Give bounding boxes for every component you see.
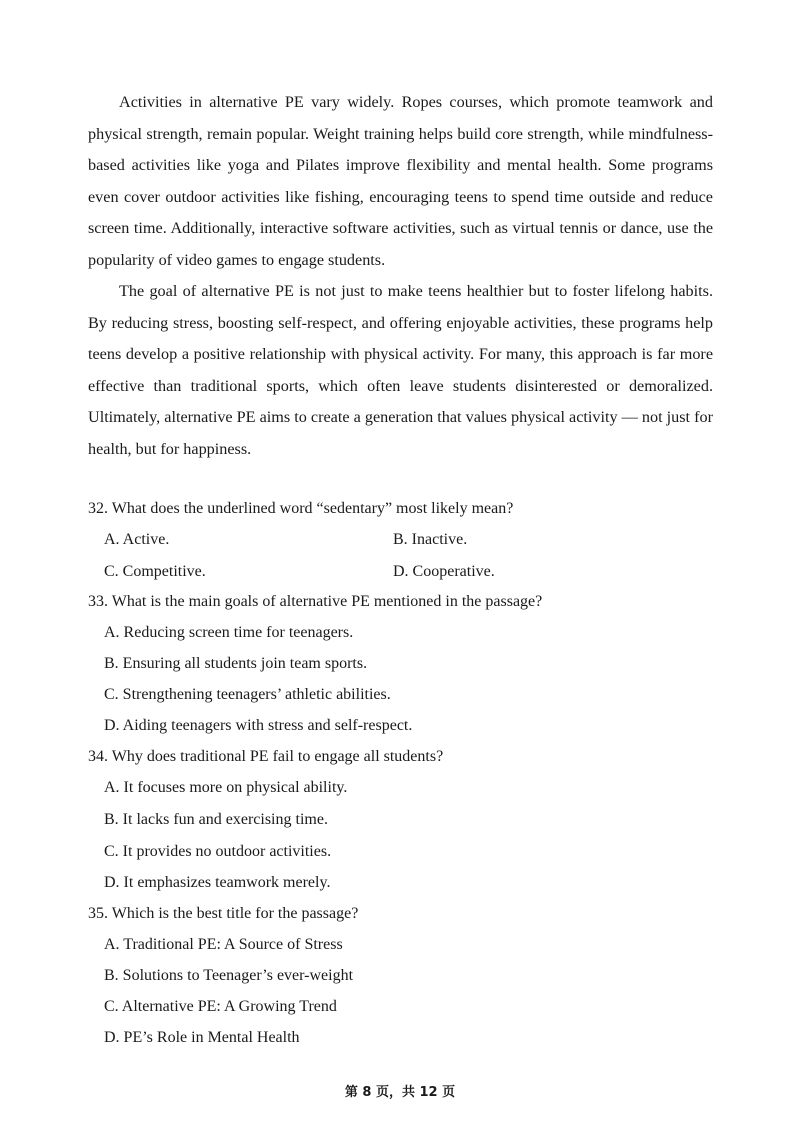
question-32-stem: 32. What does the underlined word “sedentary” most likely mean? xyxy=(88,500,514,517)
question-32-option-b: B. Inactive. xyxy=(393,531,468,548)
question-32-option-d: D. Cooperative. xyxy=(393,563,495,580)
question-34-option-d: D. It emphasizes teamwork merely. xyxy=(104,874,331,891)
passage-paragraph-1: Activities in alternative PE vary widely. Ropes courses, which promote teamwork and physical strength, remain popular. Weight training helps build core strength, while mindfulness-based activities like yoga and Pilates improve flexibility and mental health. Some programs even cover outdoor activities like fishing, encouraging teens to spend time outside and reduce screen time. Additionally, interactive software activities, such as virtual tennis or dance, use the popularity of video games to engage students. xyxy=(88,93,713,269)
question-32-option-c: C. Competitive. xyxy=(104,563,206,580)
passage-paragraph-2: The goal of alternative PE is not just to make teens healthier but to foster lifelong habits. By reducing stress, boosting self-respect, and offering enjoyable activities, these programs help teens develop a positive relationship with physical activity. For many, this approach is far more effective than traditional sports, which often leave students disinterested or demoralized. Ultimately, alternative PE aims to create a generation that values physical activity — not just for health, but for happiness. xyxy=(88,282,713,458)
question-34-option-a: A. It focuses more on physical ability. xyxy=(104,779,348,796)
question-35-option-c: C. Alternative PE: A Growing Trend xyxy=(104,998,337,1015)
page-number-footer: 第 8 页，共 12 页 xyxy=(344,1085,456,1100)
question-34-stem: 34. Why does traditional PE fail to engage all students? xyxy=(88,748,444,765)
question-33-option-d: D. Aiding teenagers with stress and self-respect. xyxy=(104,717,413,734)
question-32-option-a: A. Active. xyxy=(104,531,170,548)
question-35-stem: 35. Which is the best title for the passage? xyxy=(88,905,359,922)
question-35-option-b: B. Solutions to Teenager’s ever-weight xyxy=(104,967,354,984)
question-34-option-c: C. It provides no outdoor activities. xyxy=(104,843,332,860)
question-34-option-b: B. It lacks fun and exercising time. xyxy=(104,811,328,828)
question-33-option-a: A. Reducing screen time for teenagers. xyxy=(104,624,354,641)
question-33-stem: 33. What is the main goals of alternative PE mentioned in the passage? xyxy=(88,593,543,610)
question-33-option-b: B. Ensuring all students join team sports. xyxy=(104,655,368,672)
question-35-option-a: A. Traditional PE: A Source of Stress xyxy=(104,936,343,953)
question-35-option-d: D. PE’s Role in Mental Health xyxy=(104,1029,300,1046)
question-33-option-c: C. Strengthening teenagers’ athletic abilities. xyxy=(104,686,391,703)
